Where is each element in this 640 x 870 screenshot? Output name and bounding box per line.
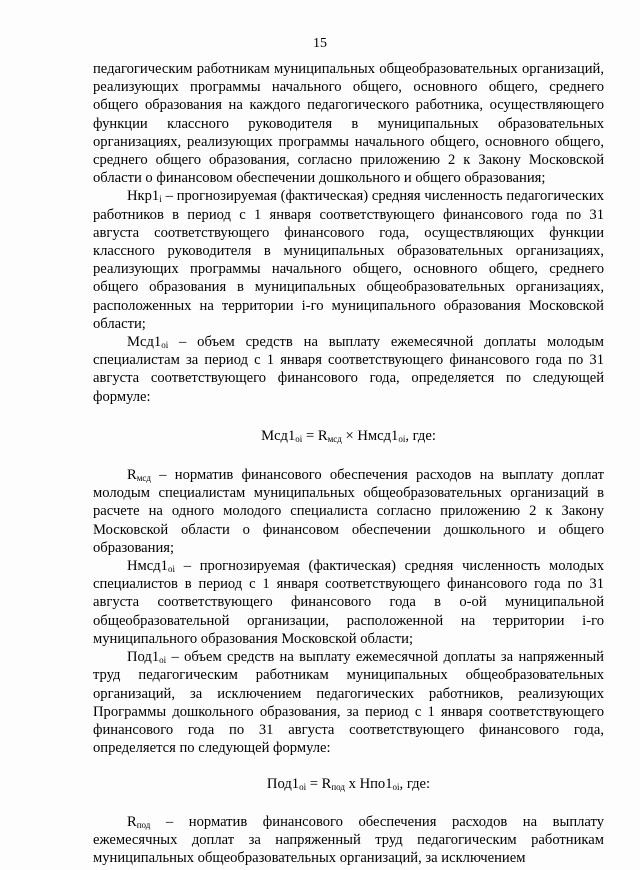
formula-msd-lhs: Мсд1 [261, 427, 296, 444]
symbol-rpod-subscript: под [136, 819, 151, 830]
formula-pod [93, 775, 604, 793]
formula-pod-r-subscript: под [331, 782, 345, 793]
formula-msd-n-subscript: oi [398, 433, 406, 444]
symbol-nkr-subscript: i [159, 194, 162, 205]
symbol-nmsd: Нмсд1 [127, 558, 168, 575]
formula-msd-r: = R [302, 427, 328, 444]
symbol-pod-subscript: oi [159, 655, 167, 666]
formula-pod-lhs-subscript: oi [299, 782, 307, 793]
symbol-nkr: Нкр1 [127, 188, 160, 205]
rpod-definition-text: – норматив финансового обеспечения расходов на выплату ежемесячных доплат за напряженный труд педагогическим работникам муниципальных общеобразовательных организаций, за исключением [93, 813, 604, 866]
formula-pod-r: = R [306, 776, 332, 793]
page-number: 15 [313, 36, 327, 51]
formula-msd-n: × Нмсд1 [341, 427, 399, 444]
paragraph-rpod-definition [93, 813, 604, 868]
paragraph-nkr-definition [93, 187, 604, 333]
formula-pod-where: , где: [399, 776, 431, 793]
formula-msd-r-subscript: мсд [327, 433, 342, 444]
symbol-rpod: R [127, 813, 137, 830]
symbol-msd-subscript: oi [161, 340, 169, 351]
formula-msd-lhs-subscript: oi [295, 433, 303, 444]
symbol-rmsd-subscript: мсд [136, 473, 152, 484]
symbol-pod: Под1 [127, 649, 160, 666]
formula-msd [93, 427, 604, 445]
msd-definition-text: – объем средств на выплату ежемесячной доплаты молодым специалистам за период с 1 января соответствующего финансового года по 31 августа соответствующего финансового года, определяется по следующей формуле: [93, 334, 604, 405]
paragraph-1: педагогическим работникам муниципальных общеобразовательных организаций, реализующих программы начального общего, основного общего, среднего общего образования на каждого педагогического работника, осуществляющего функции классного руководителя в муниципальных образовательных организациях, реализующих программы начального общего, основного общего, среднего общего образования, согласно приложению 2 к Закону Московской области о финансовом обеспечении дошкольного и общего образования; [93, 61, 604, 187]
symbol-nmsd-subscript: oi [167, 564, 175, 575]
symbol-rmsd: R [127, 467, 137, 484]
nmsd-definition-text: – прогнозируемая (фактическая) средняя численность молодых специалистов в период с 1 января соответствующего финансового года по 31 августа соответствующего финансового года в о-ой муниципальной общеобразовательной организации, расположенной на территории i-го муниципального образования Московской области; [93, 558, 604, 647]
formula-pod-n: х Нпо1 [344, 776, 393, 793]
pod-definition-text: – объем средств на выплату ежемесячной доплаты за напряженный труд педагогическим работникам муниципальных общеобразовательных организаций, за исключением педагогических работников, реализующих Программы дошкольного образования, за период с 1 января соответствующего финансового года по 31 августа соответствующего финансового года, определяется по следующей формуле: [93, 649, 604, 757]
nkr-definition-text: – прогнозируемая (фактическая) средняя численность педагогических работников в период с 1 января соответствующего финансового года по 31 августа соответствующего финансового года, осуществляющих функции классного руководителя в муниципальных образовательных организациях, реализующих программы начального общего, основного общего, среднего общего образования в муниципальных общеобразовательных организациях, расположенных на территории i-го муниципального образования Московской области; [93, 188, 604, 332]
paragraph-rmsd-definition [93, 466, 604, 557]
symbol-msd: Мсд1 [127, 334, 162, 351]
paragraph-nmsd-definition [93, 557, 604, 648]
formula-msd-where: , где: [405, 427, 436, 444]
document-body [93, 60, 604, 867]
formula-pod-lhs: Под1 [266, 776, 300, 793]
rmsd-definition-text: – норматив финансового обеспечения расходов на выплату доплат молодым специалистам муниципальных общеобразовательных организаций в расчете на одного молодого специалиста согласно приложению 2 к Закону Московской области о финансовом обеспечении дошкольного и общего образования; [93, 467, 604, 556]
formula-pod-n-subscript: oi [392, 782, 400, 793]
paragraph-pod-definition [93, 648, 604, 757]
paragraph-msd-definition [93, 333, 604, 406]
